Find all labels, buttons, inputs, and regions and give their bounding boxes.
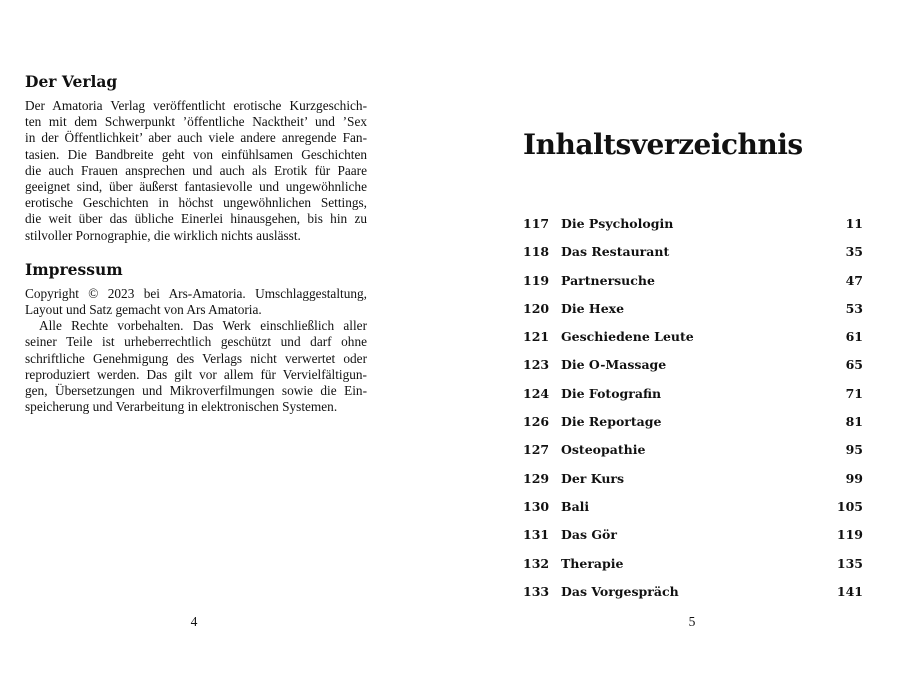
toc-entry[interactable]: [523, 212, 863, 240]
impressum-line: reproduziert werden. Das gilt vor allem für Vervielfältigun-: [25, 366, 367, 382]
verlag-heading: Der Verlag: [25, 72, 118, 91]
toc-entry[interactable]: [523, 552, 863, 580]
toc-entry-number: 121: [523, 329, 550, 345]
page-number-left: 4: [190, 614, 198, 629]
toc-entry-page: 11: [845, 216, 863, 231]
toc-entry-title: Das Restaurant: [561, 244, 670, 260]
toc-entry-page: 99: [845, 470, 863, 486]
toc-entry-title: Die Fotografin: [561, 385, 662, 401]
toc-entry-title: Der Kurs: [561, 470, 625, 486]
toc-entry[interactable]: [523, 410, 863, 438]
toc-entry-number: 131: [523, 527, 550, 543]
toc-entry-number: 130: [523, 498, 550, 514]
toc-entry[interactable]: [523, 353, 863, 381]
toc-entry-number: 129: [523, 470, 550, 486]
toc-entry-number: 127: [523, 442, 550, 458]
toc-entry-number: 118: [523, 244, 550, 260]
toc-entry-number: 123: [523, 357, 550, 373]
toc-entry-page: 135: [836, 555, 863, 571]
toc-entry-title: Die Psychologin: [561, 216, 674, 231]
toc-entry-page: 53: [845, 300, 863, 316]
toc-entry-title: Geschiedene Leute: [561, 329, 694, 345]
impressum-line: seiner Teile ist urheberrechtlich geschützt und darf ohne: [25, 334, 367, 350]
toc-entry-title: Bali: [561, 498, 590, 514]
impressum-line: gen, Übersetzungen und Mikroverfilmungen sowie die Ein-: [25, 383, 367, 399]
toc-entry-title: Partnersuche: [561, 272, 655, 288]
impressum-line: schriftliche Genehmigung des Verlags nicht verwertet oder: [25, 350, 367, 366]
toc-entry[interactable]: [523, 523, 863, 551]
toc-entry[interactable]: [523, 580, 863, 608]
toc-entry-title: Osteopathie: [561, 442, 646, 458]
toc-title: Inhaltsverzeichnis: [523, 128, 803, 161]
toc-entry-number: 132: [523, 555, 550, 571]
section-spacer: [25, 244, 367, 258]
verlag-line: stilvoller Pornographie, die wirklich nichts auslässt.: [25, 227, 301, 243]
left-page-content: [25, 70, 367, 415]
toc-entry-page: 81: [845, 414, 863, 430]
impressum-line: Copyright © 2023 bei Ars-Amatoria. Umschlaggestaltung,: [25, 285, 367, 301]
impressum-line: speicherung und Verarbeitung in elektronischen Systemen.: [25, 399, 338, 415]
toc-entry-number: 117: [523, 216, 550, 231]
toc-list: [523, 212, 863, 608]
verlag-paragraph: [25, 98, 367, 244]
toc-entry[interactable]: [523, 240, 863, 268]
verlag-line: ten mit dem Schwerpunkt ’öffentliche Nacktheit’ und ’Sex: [25, 114, 367, 130]
toc-entry-title: Das Vorgespräch: [561, 583, 679, 599]
toc-entry-page: 95: [845, 442, 863, 458]
toc-entry-title: Therapie: [561, 555, 624, 571]
verlag-line: Der Amatoria Verlag veröffentlicht erotische Kurzgeschich-: [25, 98, 367, 113]
toc-entry-page: 35: [845, 244, 863, 260]
toc-entry[interactable]: [523, 297, 863, 325]
toc-entry-page: 61: [845, 329, 863, 345]
toc-entry-title: Die Reportage: [561, 414, 662, 430]
toc-entry-number: 126: [523, 414, 550, 430]
right-page: [450, 0, 900, 675]
verlag-line: erotische Geschichten in höchst ungewöhnlichen Settings,: [25, 195, 367, 211]
impressum-paragraph: [25, 286, 367, 416]
toc-entry-number: 120: [523, 300, 550, 316]
toc-entry-page: 141: [836, 583, 863, 599]
toc-entry[interactable]: [523, 495, 863, 523]
toc-entry-page: 65: [845, 357, 863, 373]
toc-entry-title: Das Gör: [561, 527, 617, 543]
toc-entry-number: 133: [523, 583, 550, 599]
verlag-line: geeignet sind, über äußerst fantasievolle und ungewöhnliche: [25, 179, 367, 195]
toc-entry-page: 71: [845, 385, 863, 401]
impressum-line: Alle Rechte vorbehalten. Das Werk einschließlich aller: [39, 318, 367, 334]
verlag-line: tasien. Die Bandbreite geht von einfühlsamen Geschichten: [25, 146, 367, 162]
toc-entry-title: Die O-Massage: [561, 357, 667, 373]
verlag-line: in der Öffentlichkeit’ aber auch viele andere anregende Fan-: [25, 130, 367, 146]
toc-entry-number: 124: [523, 385, 550, 401]
toc-entry[interactable]: [523, 467, 863, 495]
toc-entry-number: 119: [523, 272, 550, 288]
toc-entry-title: Die Hexe: [561, 300, 625, 316]
impressum-heading: Impressum: [25, 259, 123, 279]
verlag-line: die weit über das übliche Einerlei hinausgehen, bis hin zu: [25, 211, 367, 227]
impressum-line: Layout und Satz gemacht von Ars Amatoria.: [25, 302, 262, 318]
toc-entry[interactable]: [523, 325, 863, 353]
toc-entry-page: 119: [836, 527, 863, 543]
verlag-line: die auch Frauen ansprechen und auch als Erotik für Paare: [25, 162, 367, 178]
toc-entry[interactable]: [523, 382, 863, 410]
toc-entry[interactable]: [523, 438, 863, 466]
toc-entry-page: 47: [845, 272, 863, 288]
toc-entry[interactable]: [523, 269, 863, 297]
toc-entry-page: 105: [836, 498, 863, 514]
page-number-right: 5: [688, 614, 696, 629]
